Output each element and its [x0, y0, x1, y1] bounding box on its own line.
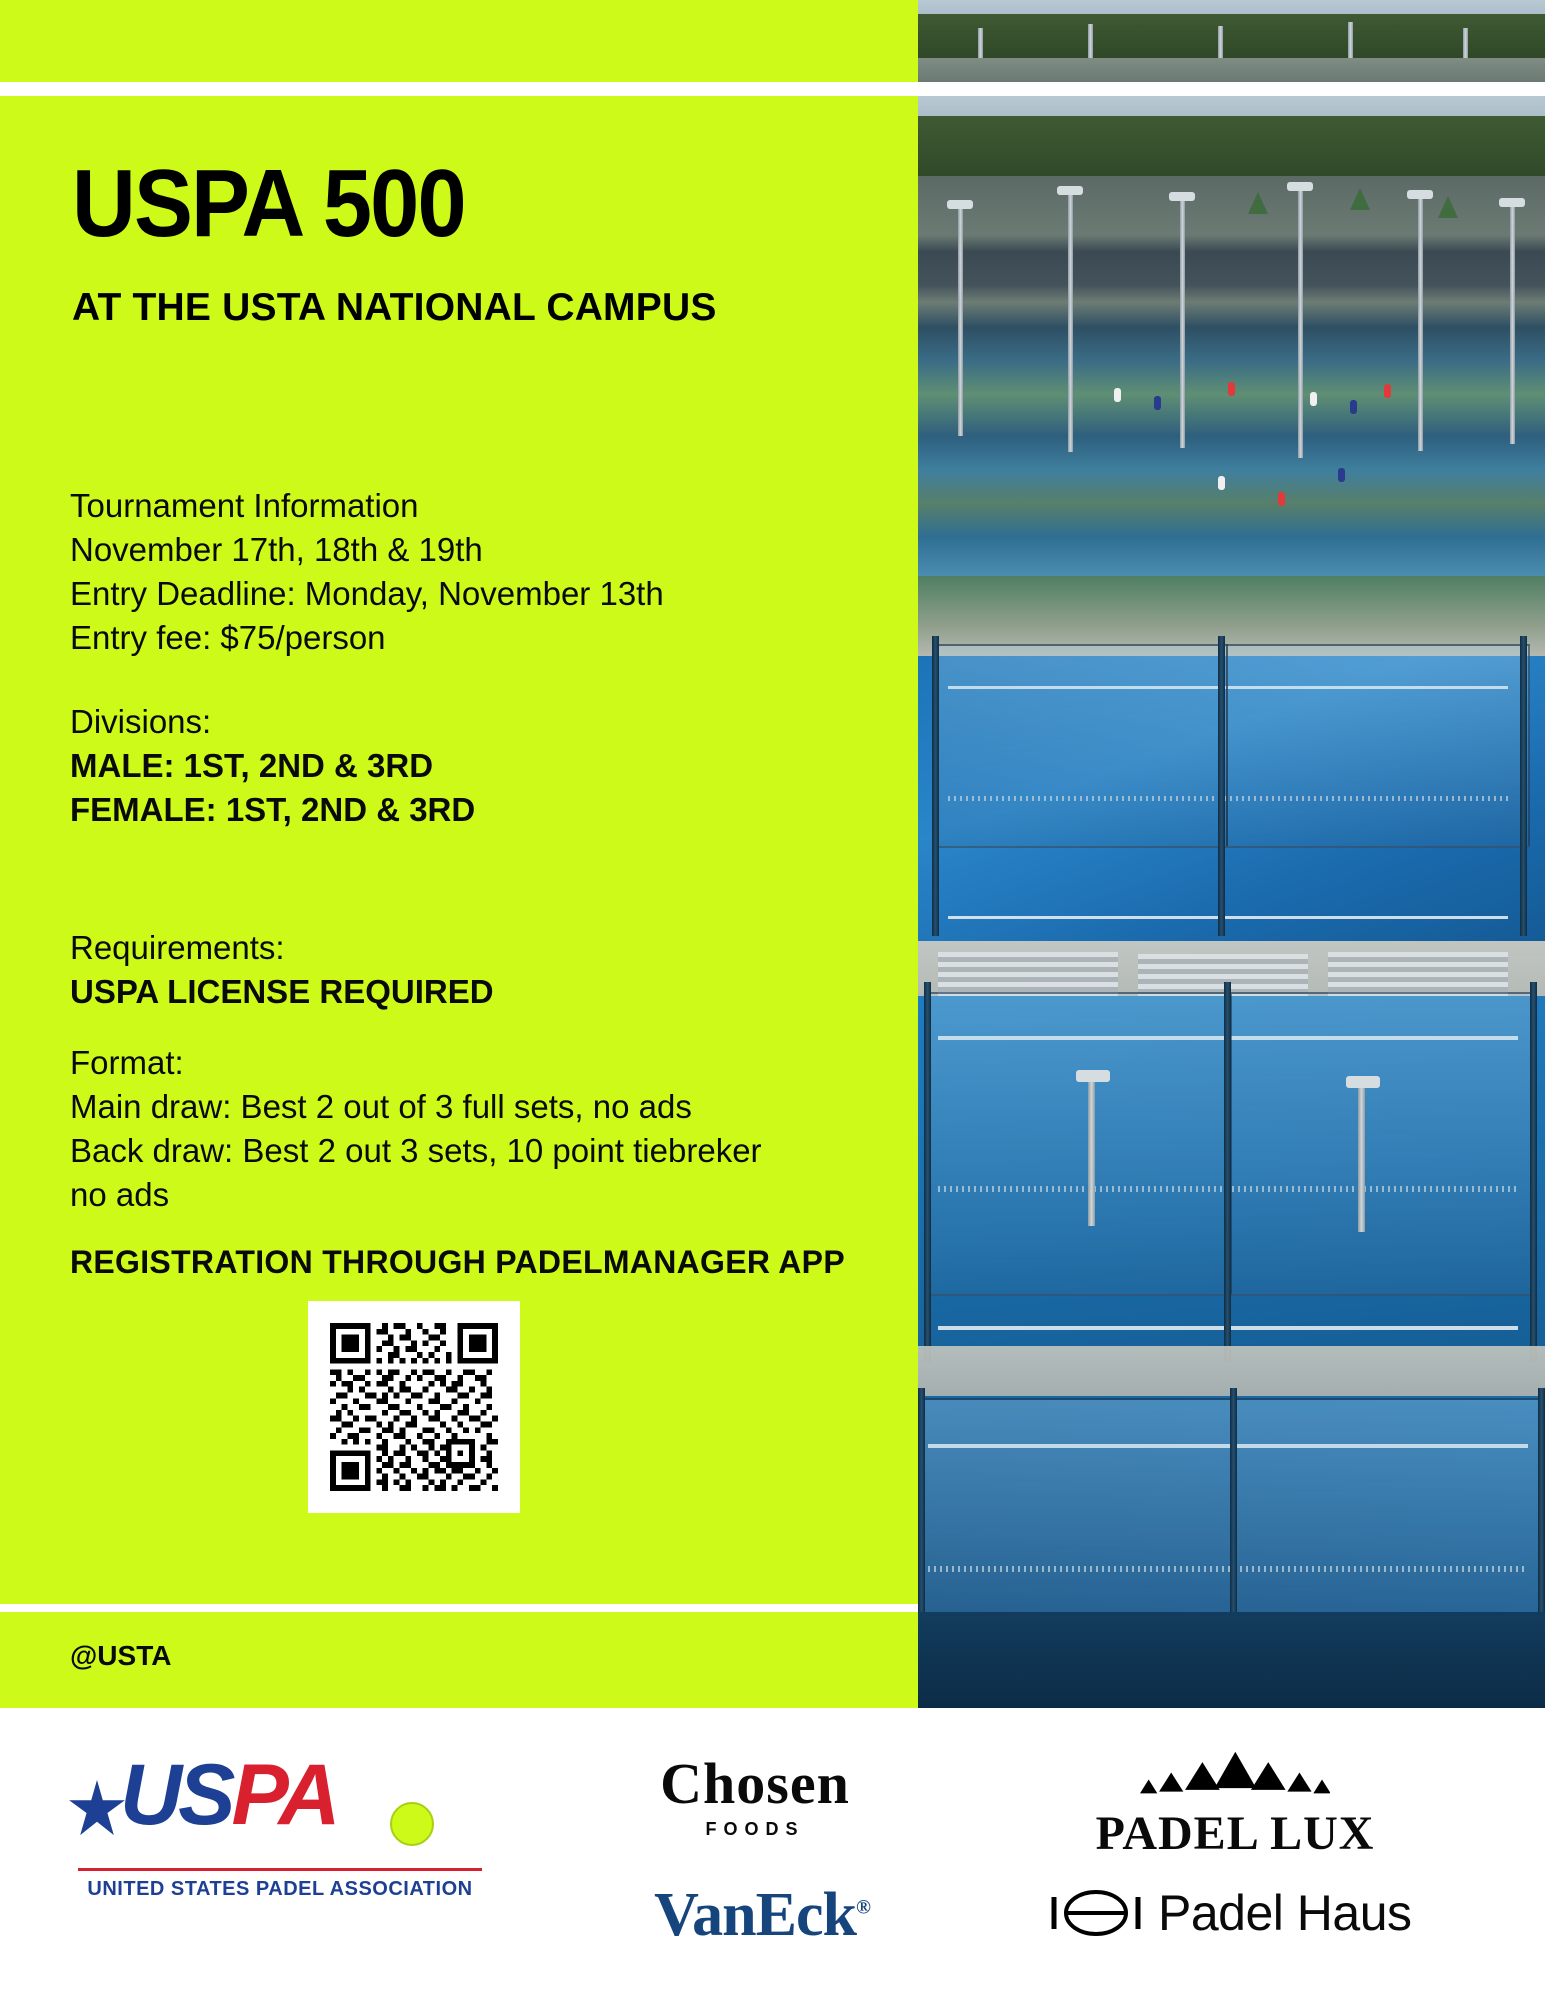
- padel-courts-aerial-photo: [918, 96, 1545, 1708]
- entry-deadline: Entry Deadline: Monday, November 13th: [70, 574, 664, 612]
- padel-lux-wordmark: PADEL LUX: [1095, 1807, 1375, 1860]
- crown-icon: [1140, 1750, 1331, 1802]
- chosen-foods-subtext: FOODS: [705, 1819, 805, 1839]
- sponsor-logo-padel-haus: [1050, 1884, 1440, 1942]
- registration-note: REGISTRATION THROUGH PADELMANAGER APP: [70, 1244, 845, 1280]
- page-title: USPA 500: [72, 150, 465, 257]
- format-main-draw: Main draw: Best 2 out of 3 full sets, no ads: [70, 1087, 692, 1125]
- qr-code[interactable]: [308, 1301, 520, 1513]
- registered-trademark-icon: ®: [855, 1896, 870, 1919]
- sponsor-logo-chosen-foods: [620, 1750, 890, 1840]
- sponsor-logo-vaneck: [612, 1880, 912, 1951]
- vaneck-wordmark: VanEck: [654, 1881, 856, 1949]
- star-icon: [68, 1780, 126, 1838]
- tournament-info-block: [70, 484, 664, 660]
- entry-fee: Entry fee: $75/person: [70, 618, 386, 656]
- sponsor-logo-uspa: [60, 1746, 500, 1936]
- format-heading: Format:: [70, 1044, 184, 1081]
- requirements-heading: Requirements:: [70, 929, 285, 966]
- top-green-strip: [0, 0, 918, 82]
- format-block: [70, 1041, 762, 1217]
- format-back-draw: Back draw: Best 2 out 3 sets, 10 point tiebreker: [70, 1131, 762, 1169]
- requirement-license: USPA LICENSE REQUIRED: [70, 972, 494, 1010]
- chosen-foods-wordmark: Chosen: [660, 1751, 850, 1816]
- requirements-block: [70, 926, 494, 1014]
- uspa-wordmark-pa: PA: [231, 1747, 337, 1843]
- sponsor-logo-padel-lux: [1070, 1750, 1400, 1861]
- tennis-ball-icon: [390, 1802, 434, 1846]
- sponsor-footer: [0, 1708, 1545, 2000]
- photo-bottom-band: [918, 1612, 1545, 1708]
- social-handle: @USTA: [70, 1640, 172, 1671]
- uspa-wordmark-us: US: [120, 1747, 232, 1843]
- padel-haus-mark-icon: [1050, 1885, 1142, 1941]
- uspa-tagline: UNITED STATES PADEL ASSOCIATION: [87, 1878, 473, 1900]
- main-green-panel: [0, 96, 918, 1604]
- page-subtitle: AT THE USTA NATIONAL CAMPUS: [72, 286, 717, 329]
- division-female: FEMALE: 1ST, 2ND & 3RD: [70, 790, 476, 828]
- padel-haus-wordmark: Padel Haus: [1158, 1885, 1412, 1941]
- divisions-heading: Divisions:: [70, 703, 212, 740]
- top-photo-strip: [918, 0, 1545, 82]
- divisions-block: [70, 700, 475, 832]
- tournament-info-heading: Tournament Information: [70, 487, 419, 524]
- qr-code-image: [330, 1323, 498, 1491]
- uspa-wordmark: [120, 1747, 337, 1843]
- uspa-divider: [78, 1868, 482, 1871]
- division-male: MALE: 1ST, 2ND & 3RD: [70, 746, 434, 784]
- format-no-ads: no ads: [70, 1175, 170, 1213]
- tournament-dates: November 17th, 18th & 19th: [70, 530, 483, 568]
